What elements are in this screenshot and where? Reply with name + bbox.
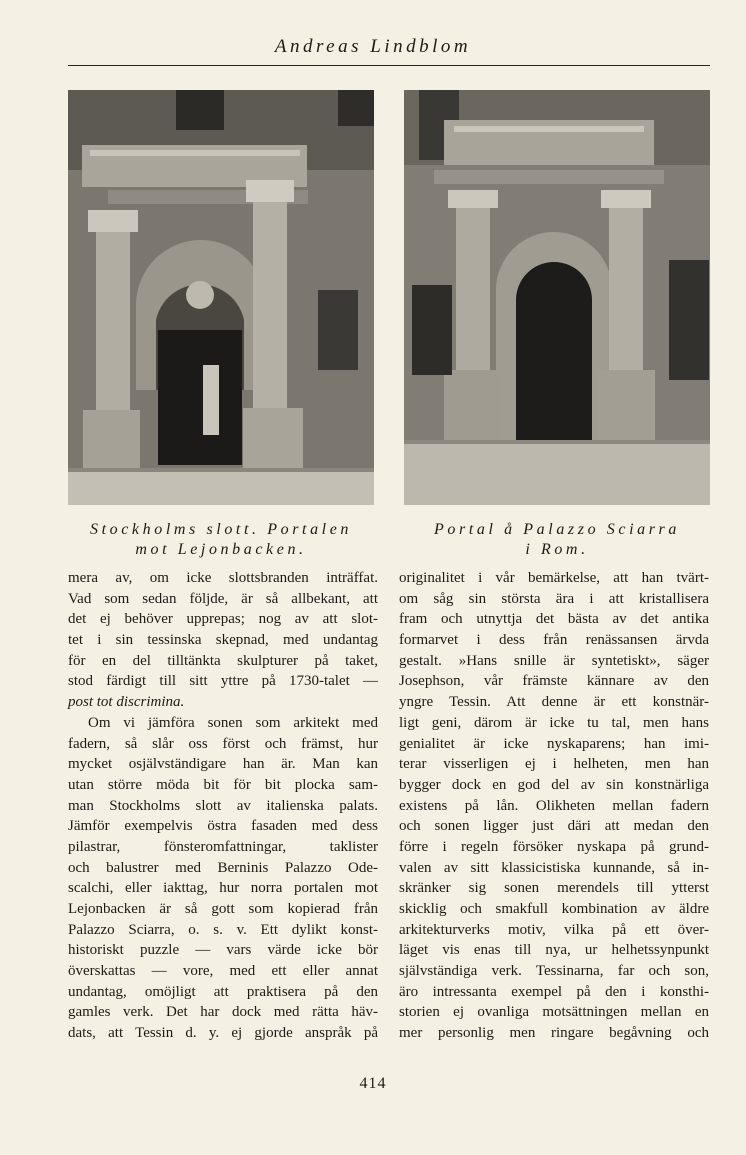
text-line: gestalt. »Hans snille är syntetiskt», säger (399, 652, 709, 669)
text-line: mer personlig men ringare begåvning och (399, 1025, 709, 1042)
text-line: genialitet är icke nyskaparens; han imi- (399, 735, 709, 752)
text-line: undantag, omöjligt att praktisera på den (68, 983, 378, 1000)
text-line: äro intressanta exempel på den i konsthi- (399, 983, 709, 1000)
text-line: existens på lån. Olikheten mellan fadern (399, 797, 709, 814)
text-line: fram och utnyttja det bästa av det antika (399, 611, 709, 628)
text-line: tet i sin tessinska skepnad, med undantag (68, 632, 378, 649)
running-header: Andreas Lindblom (274, 36, 472, 57)
text-line: och balustrer med Berninis Palazzo Ode- (68, 859, 378, 876)
caption-stockholm (68, 520, 374, 560)
text-line: för en del tilltänkta skulpturer på taket, (68, 652, 378, 669)
text-line: utan större möda bit för bit plocka sam- (68, 776, 378, 793)
text-line: bygger dock en god del av sin konstnärliga (399, 776, 709, 793)
text-line: skicklig och smakfull kombination av äldre (399, 901, 709, 917)
text-line: storien ej ovanliga motsättningen mellan en (399, 1004, 709, 1021)
text-line: Josephson, vår främste kännare av den (399, 673, 709, 690)
palazzo-sciarra-illustration (404, 90, 710, 505)
stockholm-portal-illustration (68, 90, 374, 505)
text-line: yngre Tessin. Att denne är ett konstnär- (399, 694, 709, 711)
text-line: Vad som sedan följde, är så allbekant, att (68, 590, 378, 607)
text-line: Om vi jämföra sonen som arkitekt med (88, 714, 378, 731)
text-line: formarvet i dess från renässansen ärvda (399, 632, 709, 649)
text-line: och sonen ligger just däri att medan den (399, 818, 709, 835)
text-line: arkitekturverks motiv, vilka på ett över- (399, 921, 709, 938)
text-line: fadern, så slår oss först och främst, hur (68, 735, 378, 752)
page-number: 414 (359, 1075, 387, 1092)
text-line: pilastrar, fönsteromfattningar, taklister (68, 838, 378, 855)
text-column-left (68, 568, 378, 1044)
text-line: om såg sin största ära i att kristallisera (399, 590, 709, 607)
text-line: dats, att Tessin d. y. ej gjorde anspråk på (68, 1025, 378, 1042)
text-line: ligt geni, därom är icke tu tal, men hans (399, 714, 709, 731)
text-line: post tot discrimina. (68, 694, 185, 711)
photo-palazzo-sciarra (404, 90, 710, 505)
text-line: Lejonbacken är så gott som kopierad från (68, 901, 378, 917)
text-line: stod färdigt till sitt yttre på 1730-talet — (68, 673, 378, 690)
text-line: scalchi, eller iakttag, hur norra portalen mot (68, 880, 378, 897)
text-line: gamles verk. Det har dock med rätta häv- (68, 1004, 378, 1021)
text-line: skränker sig sonen merendels till ytterst (399, 880, 709, 897)
text-line: mycket osjälvständigare han är. Man kan (68, 756, 378, 773)
text-line: historiskt puzzle — vars värde icke bör (68, 942, 378, 959)
text-line: läget vis enas till nya, ur helhetssynpunkt (399, 942, 709, 959)
text-line: Jämför exempelvis östra fasaden med dess (68, 818, 378, 835)
text-line: det ej behöver upprepas; nog av att slot- (68, 611, 378, 628)
text-line: valen av sitt klassicistiska kunnande, så in- (399, 859, 709, 876)
caption-line: Stockholms slott. Portalen (89, 521, 353, 538)
caption-line: mot Lejonbacken. (135, 541, 307, 558)
caption-line: i Rom. (525, 541, 589, 558)
header-rule (68, 65, 710, 66)
photo-stockholm-portal (68, 90, 374, 505)
text-line: terar visserligen ej i helheten, men han (399, 756, 709, 773)
text-line: man Stockholms slott av italienska palats. (68, 797, 378, 814)
text-line: originalitet i vår bemärkelse, att han tvärt- (399, 570, 709, 586)
text-line: överskattas — vore, med ett eller annat (68, 963, 378, 980)
text-column-right (399, 568, 709, 1044)
text-line: självständiga verk. Tessinarna, far och son, (399, 963, 709, 980)
text-line: förre i regeln försöker nyskapa på grund- (399, 838, 709, 855)
text-line: mera av, om icke slottsbranden inträffat. (68, 570, 378, 586)
caption-palazzo-sciarra (404, 520, 710, 560)
caption-line: Portal å Palazzo Sciarra (434, 521, 680, 538)
text-line: Palazzo Sciarra, o. s. v. Ett dylikt konst- (68, 921, 378, 938)
